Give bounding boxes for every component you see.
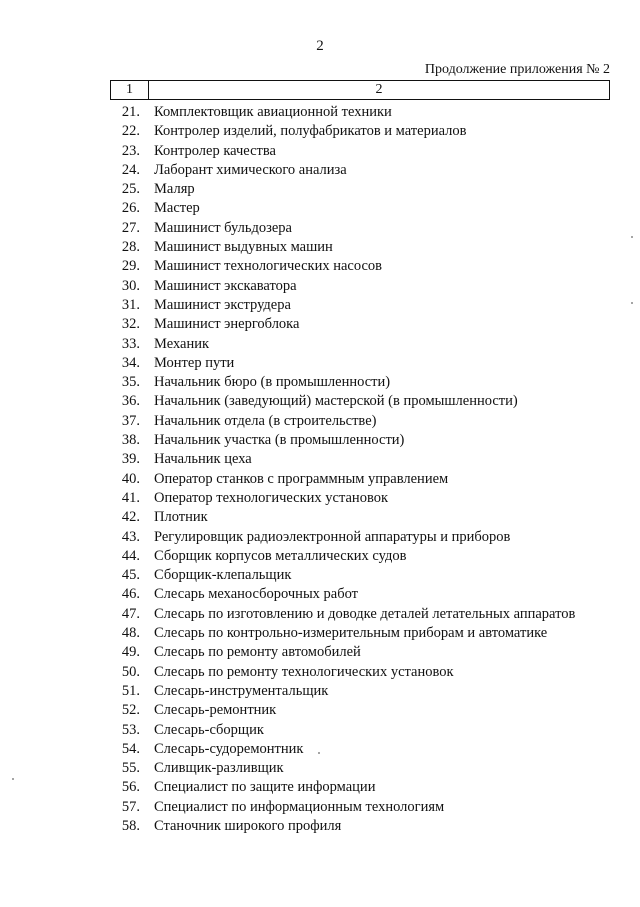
list-item bbox=[0, 142, 640, 161]
list-item-number: 29. bbox=[121, 258, 140, 275]
list-item-text: Машинист бульдозера bbox=[154, 219, 292, 236]
list-item bbox=[0, 219, 640, 238]
list-item-text: Плотник bbox=[154, 509, 208, 526]
list-item-text: Слесарь по ремонту автомобилей bbox=[154, 644, 361, 661]
list-item-number: 57. bbox=[121, 798, 140, 815]
list-item bbox=[0, 470, 640, 489]
list-item-number: 25. bbox=[121, 181, 140, 198]
list-item-text: Слесарь-ремонтник bbox=[154, 702, 277, 719]
list-item-text: Начальник участка (в промышленности) bbox=[154, 432, 405, 449]
list-item-text: Начальник цеха bbox=[154, 451, 252, 468]
list-item bbox=[0, 122, 640, 141]
list-item-number: 40. bbox=[121, 470, 140, 487]
list-item bbox=[0, 373, 640, 392]
list-item-number: 21. bbox=[121, 104, 140, 120]
list-item-number: 42. bbox=[121, 509, 140, 526]
list-item-text: Слесарь по изготовлению и доводке деталей летательных аппаратов bbox=[154, 605, 576, 622]
list-item bbox=[0, 721, 640, 740]
continuation-label: Продолжение приложения № 2 bbox=[424, 62, 610, 77]
list-item-number: 37. bbox=[121, 412, 140, 429]
list-item-number: 51. bbox=[121, 682, 140, 699]
list-item bbox=[0, 624, 640, 643]
list-item-number: 46. bbox=[121, 586, 140, 603]
list-item-text: Слесарь по контрольно-измерительным приборам и автоматике bbox=[154, 625, 548, 642]
list-item bbox=[0, 605, 640, 624]
list-item-number: 32. bbox=[121, 316, 140, 333]
list-item bbox=[0, 489, 640, 508]
list-item-text: Комплектовщик авиационной техники bbox=[154, 104, 392, 120]
list-item-number: 24. bbox=[121, 161, 140, 178]
list-item-number: 43. bbox=[121, 528, 140, 545]
list-item-number: 28. bbox=[121, 239, 140, 256]
list-item-number: 23. bbox=[121, 142, 140, 159]
list-item bbox=[0, 508, 640, 527]
list-item bbox=[0, 161, 640, 180]
list-item-text: Станочник широкого профиля bbox=[154, 817, 342, 834]
list-item-number: 49. bbox=[121, 644, 140, 661]
list-item bbox=[0, 103, 640, 122]
list-item-number: 31. bbox=[121, 296, 140, 313]
list-item bbox=[0, 315, 640, 334]
list-item-number: 27. bbox=[121, 219, 140, 236]
scan-speck bbox=[631, 236, 633, 238]
list-item-text: Сборщик корпусов металлических судов bbox=[154, 547, 407, 564]
list-item bbox=[0, 277, 640, 296]
list-item-number: 52. bbox=[121, 702, 140, 719]
list-item-text: Слесарь механосборочных работ bbox=[154, 586, 359, 603]
list-item bbox=[0, 199, 640, 218]
list-item-text: Начальник (заведующий) мастерской (в промышленности) bbox=[154, 393, 518, 410]
list-item-text: Начальник бюро (в промышленности) bbox=[154, 374, 391, 391]
profession-list bbox=[0, 103, 640, 836]
list-item-text: Слесарь-инструментальщик bbox=[154, 682, 329, 699]
list-item bbox=[0, 238, 640, 257]
list-item bbox=[0, 257, 640, 276]
list-item bbox=[0, 335, 640, 354]
list-item-text: Механик bbox=[154, 335, 210, 352]
scan-speck bbox=[631, 302, 633, 304]
list-item-text: Монтер пути bbox=[154, 354, 235, 371]
list-item-number: 45. bbox=[121, 567, 140, 584]
list-item-text: Начальник отдела (в строительстве) bbox=[154, 412, 377, 429]
list-item bbox=[0, 701, 640, 720]
list-item-text: Машинист энергоблока bbox=[154, 316, 300, 333]
list-item bbox=[0, 740, 640, 759]
page-number: 2 bbox=[316, 38, 324, 54]
list-item bbox=[0, 354, 640, 373]
list-item-number: 53. bbox=[121, 721, 140, 738]
list-item-number: 54. bbox=[121, 740, 140, 757]
list-item-text: Слесарь-сборщик bbox=[154, 721, 264, 738]
list-item-text: Оператор станков с программным управлением bbox=[154, 470, 449, 487]
list-item-number: 44. bbox=[121, 547, 140, 564]
list-item-number: 47. bbox=[121, 605, 140, 622]
list-item-text: Мастер bbox=[154, 200, 200, 217]
list-item bbox=[0, 547, 640, 566]
list-item bbox=[0, 798, 640, 817]
list-item bbox=[0, 585, 640, 604]
list-item-number: 33. bbox=[121, 335, 140, 352]
table-header-col2: 2 bbox=[375, 82, 383, 97]
list-item-number: 38. bbox=[121, 432, 140, 449]
list-item-text: Лаборант химического анализа bbox=[154, 161, 347, 178]
list-item-text: Слесарь по ремонту технологических установок bbox=[154, 663, 454, 680]
list-item-text: Оператор технологических установок bbox=[154, 489, 388, 506]
list-item bbox=[0, 778, 640, 797]
list-item-number: 58. bbox=[121, 817, 140, 834]
list-item-number: 41. bbox=[121, 489, 140, 506]
list-item bbox=[0, 566, 640, 585]
list-item-text: Сборщик-клепальщик bbox=[154, 567, 292, 584]
list-item-number: 56. bbox=[121, 779, 140, 796]
list-item-number: 55. bbox=[121, 760, 140, 777]
list-item-text: Слесарь-судоремонтник bbox=[154, 740, 304, 757]
list-item-text: Регулировщик радиоэлектронной аппаратуры и приборов bbox=[154, 528, 511, 545]
list-item-text: Машинист технологических насосов bbox=[154, 258, 382, 275]
list-item bbox=[0, 817, 640, 836]
list-item-text: Машинист выдувных машин bbox=[154, 239, 333, 256]
list-item-number: 48. bbox=[121, 625, 140, 642]
table-header bbox=[110, 80, 610, 100]
list-item-number: 39. bbox=[121, 451, 140, 468]
list-item-number: 50. bbox=[121, 663, 140, 680]
list-item-text: Специалист по информационным технологиям bbox=[154, 798, 445, 815]
list-item bbox=[0, 450, 640, 469]
list-item bbox=[0, 412, 640, 431]
scan-speck bbox=[318, 752, 320, 754]
list-item-text: Контролер качества bbox=[154, 142, 276, 159]
list-item bbox=[0, 528, 640, 547]
list-item bbox=[0, 643, 640, 662]
list-item-number: 34. bbox=[121, 354, 140, 371]
list-item-number: 36. bbox=[121, 393, 140, 410]
list-item-number: 35. bbox=[121, 374, 140, 391]
list-item bbox=[0, 759, 640, 778]
table-header-col1: 1 bbox=[111, 81, 149, 99]
list-item-number: 22. bbox=[121, 123, 140, 140]
scan-speck bbox=[12, 778, 14, 780]
list-item bbox=[0, 682, 640, 701]
list-item-text: Сливщик-разливщик bbox=[154, 760, 284, 777]
list-item-text: Машинист экструдера bbox=[154, 296, 291, 313]
list-item-text: Контролер изделий, полуфабрикатов и материалов bbox=[154, 123, 467, 140]
list-item bbox=[0, 392, 640, 411]
list-item bbox=[0, 663, 640, 682]
list-item-text: Маляр bbox=[154, 181, 195, 198]
list-item bbox=[0, 180, 640, 199]
list-item-text: Машинист экскаватора bbox=[154, 277, 297, 294]
list-item-text: Специалист по защите информации bbox=[154, 779, 376, 796]
list-item-number: 26. bbox=[121, 200, 140, 217]
list-item bbox=[0, 431, 640, 450]
list-item-number: 30. bbox=[121, 277, 140, 294]
list-item bbox=[0, 296, 640, 315]
